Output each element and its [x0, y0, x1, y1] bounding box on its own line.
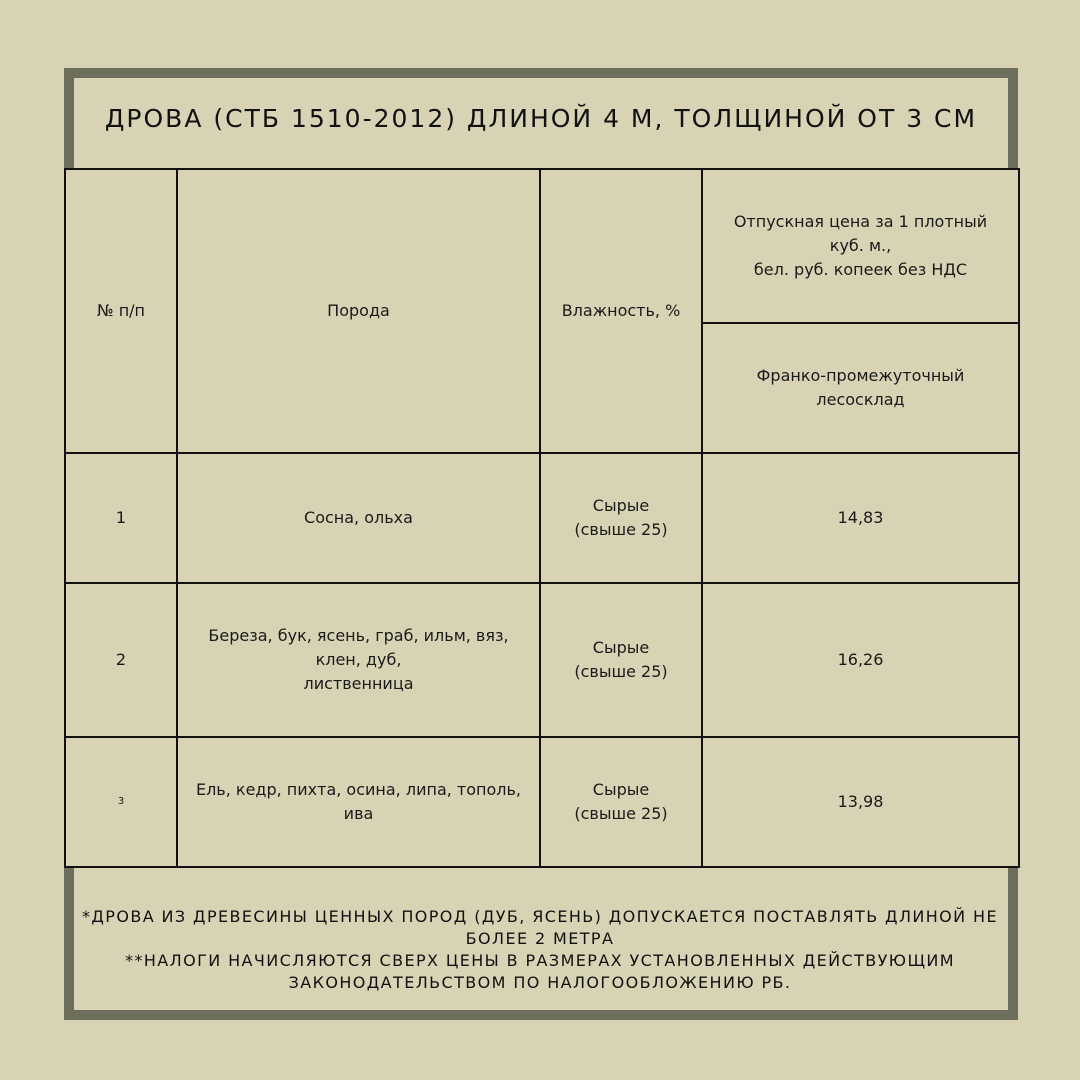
header-num: № п/п: [65, 169, 177, 453]
price-table: [64, 168, 1020, 868]
row-moisture: Сырые (свыше 25): [540, 583, 702, 737]
footnote-length: *ДРОВА ИЗ ДРЕВЕСИНЫ ЦЕННЫХ ПОРОД (ДУБ, ЯСЕНЬ) ДОПУСКАЕТСЯ ПОСТАВЛЯТЬ ДЛИНОЙ НЕ БОЛЕЕ 2 МЕТРА: [82, 907, 998, 948]
row-moisture: Сырые (свыше 25): [540, 453, 702, 583]
row-num: 1: [65, 453, 177, 583]
header-moisture: Влажность, %: [540, 169, 702, 453]
row-price: 14,83: [702, 453, 1019, 583]
table-row: [65, 453, 1019, 583]
page-title: ДРОВА (СТБ 1510-2012) ДЛИНОЙ 4 М, ТОЛЩИНОЙ ОТ 3 СМ: [104, 104, 978, 133]
footnote-taxes: **НАЛОГИ НАЧИСЛЯЮТСЯ СВЕРХ ЦЕНЫ В РАЗМЕРАХ УСТАНОВЛЕННЫХ ДЕЙСТВУЮЩИМ ЗАКОНОДАТЕЛЬСТВОМ ПО НАЛОГООБЛОЖЕНИЮ РБ.: [125, 951, 955, 992]
footnotes: [80, 906, 1000, 994]
row-price: 13,98: [702, 737, 1019, 867]
row-species: Сосна, ольха: [177, 453, 540, 583]
header-delivery: Франко-промежуточный лесосклад: [702, 323, 1019, 453]
header-price: Отпускная цена за 1 плотный куб. м., бел. руб. копеек без НДС: [702, 169, 1019, 323]
row-species: Ель, кедр, пихта, осина, липа, тополь, ива: [177, 737, 540, 867]
header-species: Порода: [177, 169, 540, 453]
row-moisture: Сырые (свыше 25): [540, 737, 702, 867]
row-num: 3: [65, 737, 177, 867]
row-num: 2: [65, 583, 177, 737]
header-row: [65, 169, 1019, 323]
table-row: [65, 737, 1019, 867]
row-species: Береза, бук, ясень, граб, ильм, вяз, клен, дуб, лиственница: [177, 583, 540, 737]
row-price: 16,26: [702, 583, 1019, 737]
table-row: [65, 583, 1019, 737]
